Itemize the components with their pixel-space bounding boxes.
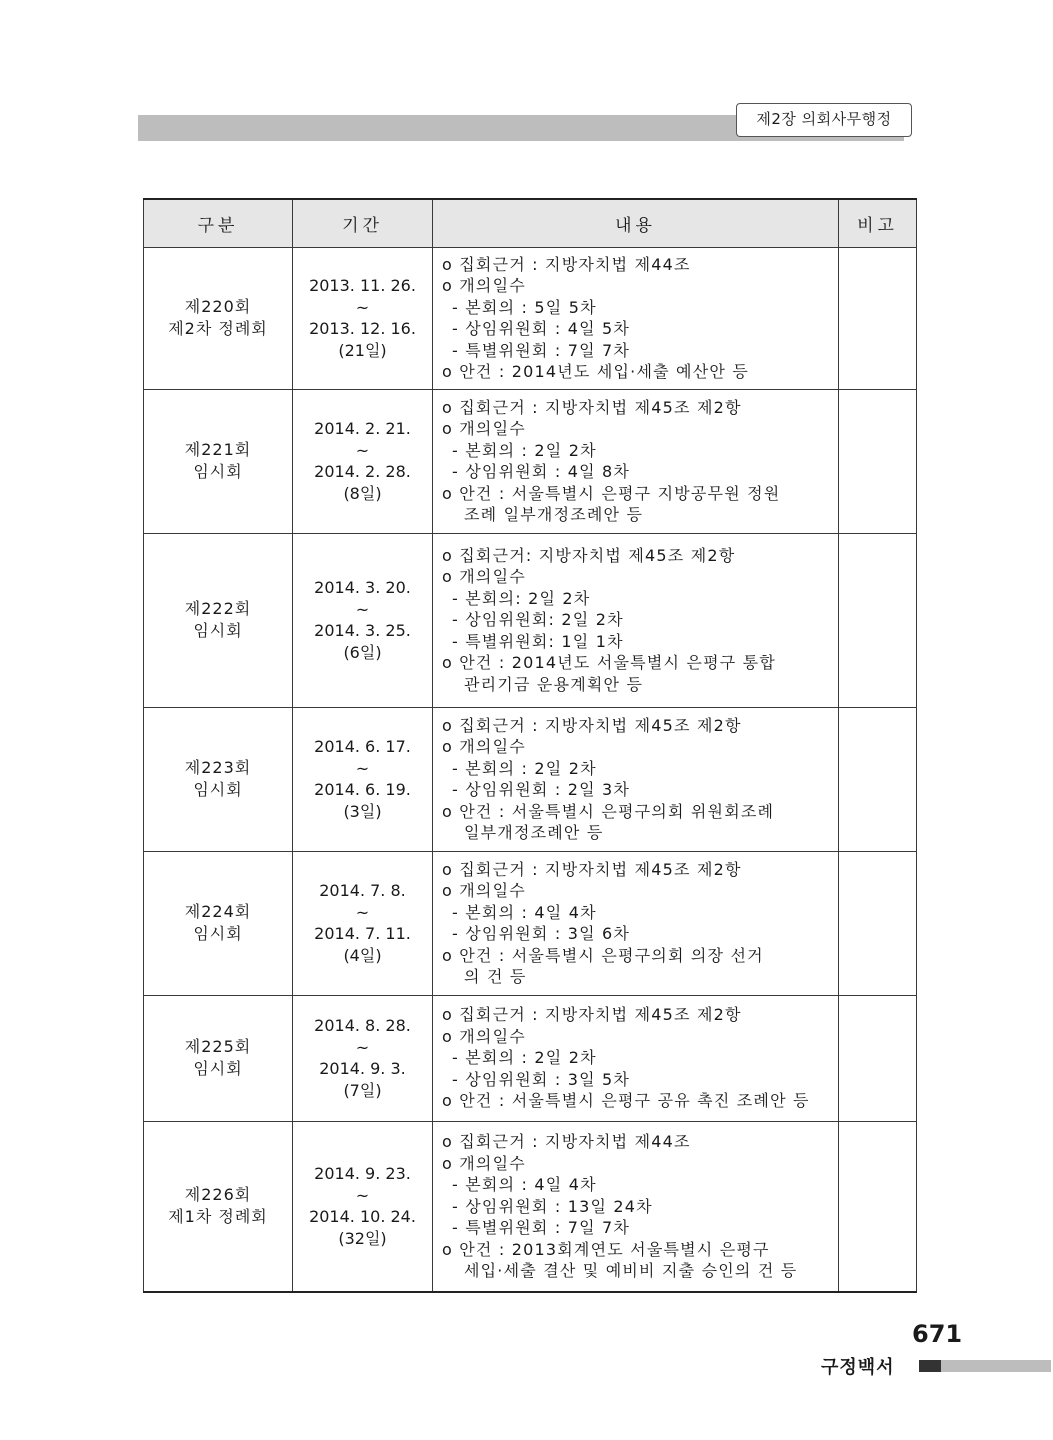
- session-line: 임시회: [193, 462, 243, 481]
- content-line: 관리기금 운용계획안 등: [464, 674, 644, 694]
- content-line: - 본회의 : 2일 2차: [452, 440, 597, 460]
- session-line: 임시회: [193, 1059, 243, 1078]
- content-cell: [433, 389, 839, 533]
- session-line: 임시회: [193, 924, 243, 943]
- content-line: - 본회의 : 4일 4차: [452, 1175, 597, 1194]
- session-line: 제226회: [184, 1185, 252, 1205]
- content-line: o 집회근거 : 지방자치법 제44조: [442, 254, 691, 274]
- content-line: o 안건 : 2014년도 세입·세출 예산안 등: [442, 362, 749, 381]
- period-cell: [293, 247, 433, 389]
- note-cell: [839, 533, 917, 707]
- session-line: 제220회: [184, 297, 252, 316]
- header-note: 비고: [839, 199, 917, 247]
- footer-bar-dark: [919, 1360, 941, 1372]
- period-line: 2014. 2. 28.: [314, 462, 411, 481]
- content-line: o 개의일수: [442, 419, 526, 438]
- note-cell: [839, 995, 917, 1121]
- period-line: 2014. 3. 20.: [314, 578, 411, 597]
- content-line: o 안건 : 서울특별시 은평구 공유 촉진 조례안 등: [442, 1091, 810, 1111]
- period-line: 2014. 6. 17.: [314, 737, 411, 756]
- content-line: o 집회근거: 지방자치법 제45조 제2항: [442, 545, 736, 565]
- period-line: ~: [355, 440, 370, 460]
- chapter-label: 제2장 의회사무행정: [736, 103, 912, 137]
- period-line: 2014. 7. 8.: [319, 881, 406, 900]
- period-line: 2014. 9. 3.: [319, 1059, 406, 1078]
- period-line: (21일): [338, 340, 387, 360]
- content-line: o 집회근거 : 지방자치법 제44조: [442, 1132, 691, 1151]
- content-line: - 특별위원회 : 7일 7차: [452, 1218, 631, 1237]
- page-number: 671: [912, 1320, 963, 1348]
- period-line: (7일): [343, 1080, 382, 1100]
- session-line: 제2차 정례회: [168, 319, 268, 338]
- period-line: ~: [355, 758, 370, 778]
- content-line: - 특별위원회 : 7일 7차: [452, 340, 631, 360]
- period-line: 2014. 6. 19.: [314, 780, 411, 799]
- content-cell: [433, 1121, 839, 1292]
- book-title: 구정백서: [821, 1357, 895, 1378]
- content-line: - 본회의 : 2일 2차: [452, 758, 597, 778]
- period-line: (8일): [343, 483, 382, 503]
- period-line: 2014. 9. 23.: [314, 1164, 411, 1184]
- period-cell: [293, 995, 433, 1121]
- content-line: o 개의일수: [442, 1026, 526, 1046]
- note-cell: [839, 247, 917, 389]
- content-line: o 개의일수: [442, 881, 526, 900]
- footer-bar-light: [941, 1360, 1051, 1372]
- session-line: 제223회: [184, 758, 252, 777]
- content-cell: [433, 533, 839, 707]
- content-line: 일부개정조례안 등: [464, 823, 604, 842]
- period-cell: [293, 389, 433, 533]
- table-row: [144, 851, 917, 995]
- period-line: (32일): [338, 1228, 387, 1248]
- period-line: ~: [355, 297, 370, 317]
- content-line: - 본회의 : 5일 5차: [452, 297, 597, 317]
- period-line: 2013. 11. 26.: [309, 276, 416, 295]
- content-line: o 안건 : 2013회계연도 서울특별시 은평구: [442, 1239, 770, 1259]
- period-cell: [293, 851, 433, 995]
- session-line: 임시회: [193, 780, 243, 799]
- session-line: 제221회: [184, 440, 252, 459]
- content-line: - 상임위원회 : 4일 8차: [452, 462, 631, 481]
- table-row: [144, 389, 917, 533]
- period-line: ~: [355, 1037, 370, 1057]
- content-cell: [433, 707, 839, 851]
- content-line: o 개의일수: [442, 737, 526, 756]
- content-line: - 특별위원회: 1일 1차: [452, 631, 624, 651]
- period-line: 2014. 7. 11.: [314, 924, 411, 943]
- period-cell: [293, 1121, 433, 1292]
- content-line: - 본회의: 2일 2차: [452, 588, 591, 608]
- session-line: 제224회: [184, 902, 252, 921]
- period-line: 2014. 2. 21.: [314, 419, 411, 438]
- period-line: ~: [355, 599, 370, 619]
- content-cell: [433, 995, 839, 1121]
- content-cell: [433, 851, 839, 995]
- session-cell: [144, 533, 293, 707]
- content-line: - 본회의 : 2일 2차: [452, 1048, 597, 1068]
- header-period: 기간: [293, 199, 433, 247]
- content-line: o 집회근거 : 지방자치법 제45조 제2항: [442, 397, 742, 417]
- content-line: o 안건 : 서울특별시 은평구의회 위원회조례: [442, 801, 775, 821]
- period-line: 2013. 12. 16.: [309, 319, 416, 338]
- content-line: o 안건 : 2014년도 서울특별시 은평구 통합: [442, 653, 776, 673]
- period-line: 2014. 3. 25.: [314, 621, 411, 640]
- period-line: 2014. 8. 28.: [314, 1016, 411, 1035]
- content-line: - 상임위원회 : 2일 3차: [452, 780, 631, 799]
- session-cell: [144, 389, 293, 533]
- note-cell: [839, 1121, 917, 1292]
- table-row: [144, 1121, 917, 1292]
- note-cell: [839, 707, 917, 851]
- period-line: (6일): [343, 642, 382, 662]
- period-line: ~: [355, 902, 370, 922]
- session-line: 임시회: [193, 621, 243, 640]
- session-line: 제222회: [184, 599, 252, 618]
- content-line: o 집회근거 : 지방자치법 제45조 제2항: [442, 1005, 742, 1025]
- content-line: o 집회근거 : 지방자치법 제45조 제2항: [442, 715, 742, 735]
- session-cell: [144, 851, 293, 995]
- session-table: [143, 198, 917, 1293]
- session-cell: [144, 995, 293, 1121]
- content-line: o 안건 : 서울특별시 은평구의회 의장 선거: [442, 945, 764, 965]
- session-line: 제225회: [184, 1037, 252, 1056]
- session-cell: [144, 707, 293, 851]
- session-line: 제1차 정례회: [168, 1207, 268, 1227]
- content-cell: [433, 247, 839, 389]
- content-line: o 개의일수: [442, 1153, 526, 1173]
- content-line: - 상임위원회 : 13일 24차: [452, 1196, 653, 1216]
- content-line: o 집회근거 : 지방자치법 제45조 제2항: [442, 859, 742, 879]
- table-row: [144, 247, 917, 389]
- content-line: - 상임위원회: 2일 2차: [452, 610, 624, 630]
- period-cell: [293, 533, 433, 707]
- content-line: 세입·세출 결산 및 예비비 지출 승인의 건 등: [464, 1261, 798, 1280]
- period-cell: [293, 707, 433, 851]
- note-cell: [839, 389, 917, 533]
- table-row: [144, 707, 917, 851]
- content-line: o 안건 : 서울특별시 은평구 지방공무원 정원: [442, 483, 781, 503]
- period-line: (4일): [343, 945, 382, 965]
- period-line: ~: [355, 1185, 370, 1205]
- content-line: - 상임위원회 : 3일 5차: [452, 1069, 631, 1089]
- period-line: (3일): [343, 801, 382, 821]
- session-cell: [144, 247, 293, 389]
- period-line: 2014. 10. 24.: [309, 1207, 416, 1227]
- content-line: o 개의일수: [442, 276, 526, 295]
- session-cell: [144, 1121, 293, 1292]
- content-line: 의 건 등: [464, 967, 527, 986]
- note-cell: [839, 851, 917, 995]
- header-category: 구분: [144, 199, 293, 247]
- table-row: [144, 533, 917, 707]
- content-line: - 본회의 : 4일 4차: [452, 902, 597, 922]
- table-header-row: [144, 199, 917, 247]
- content-line: - 상임위원회 : 3일 6차: [452, 924, 631, 943]
- content-line: - 상임위원회 : 4일 5차: [452, 319, 631, 338]
- content-line: 조례 일부개정조례안 등: [464, 505, 644, 524]
- content-line: o 개의일수: [442, 567, 526, 587]
- header-content: 내용: [433, 199, 839, 247]
- table-row: [144, 995, 917, 1121]
